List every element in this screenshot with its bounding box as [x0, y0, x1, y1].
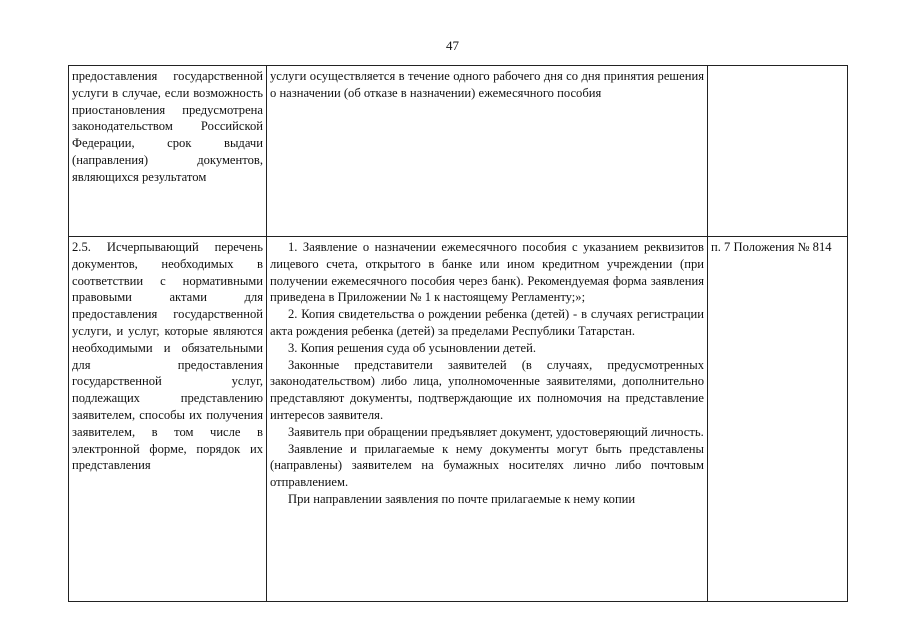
table-cell-reference: п. 7 Положения № 814: [708, 237, 848, 602]
page-number: 47: [446, 38, 459, 53]
content-paragraph: услуги осуществляется в течение одного рабочего дня со дня принятия решения о назначении (об отказе в назначении) ежемесячного пособия: [270, 69, 704, 100]
content-paragraph: Заявление и прилагаемые к нему документы могут быть представлены (направлены) заявителем на бумажных носителях лично либо почтовым отправлением.: [270, 441, 704, 490]
regulation-table: [68, 65, 848, 602]
content-paragraph: 2. Копия свидетельства о рождении ребенка (детей) - в случаях регистрации акта рождения ребенка (детей) за пределами Республики Татарстан.: [270, 307, 704, 338]
table-row: [69, 237, 848, 602]
content-paragraph: 3. Копия решения суда об усыновлении детей.: [288, 340, 536, 355]
table-cell-content: [267, 237, 708, 602]
table-cell-description: 2.5. Исчерпывающий перечень документов, необходимых в соответствии с нормативными правовыми актами для предоставления государственной услуги, и услуг, которые являются необходимыми и обязательными для предоставления государственной услуг, подлежащих представлению заявителем, способы их получения заявителем, в том числе в электронной форме, порядок их представления: [69, 237, 267, 602]
table-cell-reference: [708, 66, 848, 237]
table-cell-description: предоставления государственной услуги в случае, если возможность приостановления предусмотрена законодательством Российской Федерации, срок выдачи (направления) документов, являющихся результатом: [69, 66, 267, 237]
content-paragraph: Заявитель при обращении предъявляет документ, удостоверяющий личность.: [288, 424, 704, 439]
table-cell-content: [267, 66, 708, 237]
table-row: [69, 66, 848, 237]
content-paragraph: Законные представители заявителей (в случаях, предусмотренных законодательством) либо лица, уполномоченные заявителями, дополнительно представляют документы, подтверждающие их полномочия на представление интересов заявителя.: [270, 357, 704, 422]
content-paragraph: 1. Заявление о назначении ежемесячного пособия с указанием реквизитов лицевого счета, открытого в банке или ином кредитном учреждении (при получении ежемесячного пособия через банк). Рекомендуемая форма заявления приведена в Приложении № 1 к настоящему Регламенту;»;: [270, 240, 704, 305]
content-paragraph: При направлении заявления по почте прилагаемые к нему копии: [288, 491, 636, 506]
